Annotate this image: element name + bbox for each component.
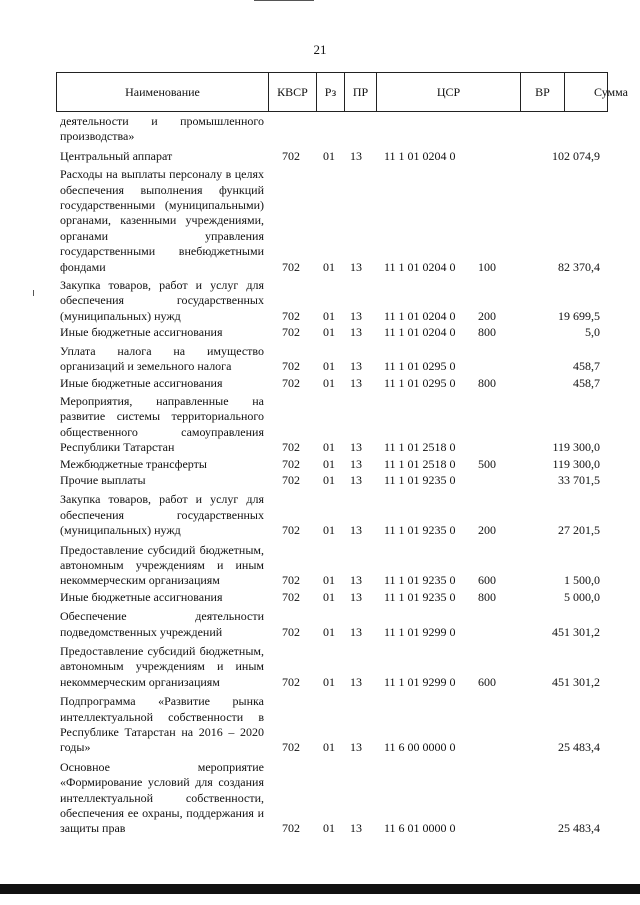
table-row xyxy=(60,167,600,275)
row-rz: 01 xyxy=(323,821,335,836)
row-name: Иные бюджетные ассигнования xyxy=(60,589,223,604)
row-csr: 11 1 01 2518 0 xyxy=(384,440,456,455)
row-sum: 25 483,4 xyxy=(558,740,600,755)
header-pr: ПР xyxy=(344,73,376,111)
row-name: Расходы на выплаты персоналу в целях обеспечения выполнения функций государственными (муниципальными) органами, казенными учреждениями, органами управления государственными внебюджетными фондами xyxy=(60,167,264,274)
row-pr: 13 xyxy=(350,589,362,604)
row-rz: 01 xyxy=(323,359,335,374)
table-row xyxy=(60,492,600,538)
row-csr: 11 1 01 9235 0 xyxy=(384,589,456,604)
header-name: Наименование xyxy=(125,84,200,99)
row-name: Основное мероприятие «Формирование условий для создания интеллектуальной собственности, обеспечения ее охраны, поддержания и защиты прав xyxy=(60,759,264,836)
header-rz: Рз xyxy=(316,73,344,111)
row-kvsr: 702 xyxy=(282,624,300,639)
row-csr: 11 1 01 0204 0 xyxy=(384,259,456,274)
row-pr: 13 xyxy=(350,308,362,323)
row-pr: 13 xyxy=(350,674,362,689)
row-csr: 11 1 01 9235 0 xyxy=(384,472,456,487)
row-kvsr: 702 xyxy=(282,148,300,163)
row-vr: 600 xyxy=(478,573,496,588)
row-csr: 11 1 01 2518 0 xyxy=(384,456,456,471)
row-kvsr: 702 xyxy=(282,821,300,836)
row-name: деятельности и промышленного производства» xyxy=(60,114,264,144)
table-row xyxy=(60,278,600,324)
row-csr: 11 1 01 9299 0 xyxy=(384,624,456,639)
row-rz: 01 xyxy=(323,740,335,755)
row-csr: 11 1 01 0295 0 xyxy=(384,359,456,374)
row-vr: 600 xyxy=(478,674,496,689)
row-csr: 11 1 01 0295 0 xyxy=(384,375,456,390)
row-rz: 01 xyxy=(323,440,335,455)
table-header xyxy=(56,72,628,112)
table-row xyxy=(60,644,600,690)
row-csr: 11 1 01 9299 0 xyxy=(384,674,456,689)
table-row xyxy=(60,457,600,472)
row-rz: 01 xyxy=(323,325,335,340)
row-rz: 01 xyxy=(323,472,335,487)
table-row xyxy=(60,694,600,756)
row-kvsr: 702 xyxy=(282,740,300,755)
scan-mark-left xyxy=(33,290,34,296)
table-row xyxy=(60,760,600,837)
row-vr: 200 xyxy=(478,308,496,323)
row-name: Предоставление субсидий бюджетным, автономным учреждениям и иным некоммерческим организациям xyxy=(60,542,264,588)
row-vr: 100 xyxy=(478,259,496,274)
row-pr: 13 xyxy=(350,821,362,836)
row-pr: 13 xyxy=(350,523,362,538)
row-pr: 13 xyxy=(350,740,362,755)
table-row xyxy=(60,376,600,391)
row-sum: 119 300,0 xyxy=(552,456,600,471)
row-sum: 19 699,5 xyxy=(558,308,600,323)
row-name: Обеспечение деятельности подведомственных учреждений xyxy=(60,609,264,639)
row-kvsr: 702 xyxy=(282,325,300,340)
header-sum: Сумма xyxy=(564,73,640,111)
row-name: Предоставление субсидий бюджетным, автономным учреждениям и иным некоммерческим организациям xyxy=(60,644,264,689)
row-csr: 11 1 01 0204 0 xyxy=(384,325,456,340)
row-sum: 5,0 xyxy=(585,325,600,340)
row-kvsr: 702 xyxy=(282,359,300,374)
row-kvsr: 702 xyxy=(282,589,300,604)
row-sum: 102 074,9 xyxy=(552,148,600,163)
table-body xyxy=(60,114,600,837)
row-csr: 11 6 00 0000 0 xyxy=(384,740,456,755)
row-rz: 01 xyxy=(323,624,335,639)
row-csr: 11 1 01 9235 0 xyxy=(384,573,456,588)
row-vr: 500 xyxy=(478,456,496,471)
row-kvsr: 702 xyxy=(282,523,300,538)
row-sum: 5 000,0 xyxy=(564,589,600,604)
row-rz: 01 xyxy=(323,674,335,689)
row-name: Закупка товаров, работ и услуг для обеспечения государственных (муниципальных) нужд xyxy=(60,492,264,538)
row-sum: 451 301,2 xyxy=(552,674,600,689)
row-vr: 200 xyxy=(478,523,496,538)
row-name: Подпрограмма «Развитие рынка интеллектуальной собственности в Республике Татарстан на 2016 – 2020 годы» xyxy=(60,694,264,755)
row-sum: 33 701,5 xyxy=(558,472,600,487)
row-pr: 13 xyxy=(350,624,362,639)
row-sum: 458,7 xyxy=(573,375,600,390)
row-pr: 13 xyxy=(350,456,362,471)
row-rz: 01 xyxy=(323,259,335,274)
row-kvsr: 702 xyxy=(282,259,300,274)
scan-mark-top xyxy=(254,0,314,1)
row-sum: 458,7 xyxy=(573,359,600,374)
row-vr: 800 xyxy=(478,325,496,340)
row-pr: 13 xyxy=(350,259,362,274)
row-csr: 11 1 01 9235 0 xyxy=(384,523,456,538)
row-kvsr: 702 xyxy=(282,456,300,471)
scan-bottom-border xyxy=(0,884,640,894)
header-kvsr: КВСР xyxy=(268,73,316,111)
row-name: Центральный аппарат xyxy=(60,148,173,163)
row-pr: 13 xyxy=(350,573,362,588)
table-row xyxy=(60,149,600,164)
table-row xyxy=(60,344,600,375)
page-number: 21 xyxy=(313,42,327,57)
row-pr: 13 xyxy=(350,472,362,487)
row-sum: 27 201,5 xyxy=(558,523,600,538)
header-csr: ЦСР xyxy=(376,73,520,111)
row-vr: 800 xyxy=(478,589,496,604)
row-kvsr: 702 xyxy=(282,472,300,487)
table-row xyxy=(60,609,600,640)
row-sum: 25 483,4 xyxy=(558,821,600,836)
row-rz: 01 xyxy=(323,375,335,390)
row-csr: 11 6 01 0000 0 xyxy=(384,821,456,836)
row-name: Закупка товаров, работ и услуг для обеспечения государственных (муниципальных) нужд xyxy=(60,278,264,323)
row-kvsr: 702 xyxy=(282,573,300,588)
row-name: Уплата налога на имущество организаций и земельного налога xyxy=(60,343,264,374)
table-row xyxy=(60,590,600,605)
row-sum: 451 301,2 xyxy=(552,624,600,639)
row-name: Межбюджетные трансферты xyxy=(60,456,207,471)
row-kvsr: 702 xyxy=(282,308,300,323)
row-pr: 13 xyxy=(350,375,362,390)
row-pr: 13 xyxy=(350,325,362,340)
row-rz: 01 xyxy=(323,148,335,163)
header-vr: ВР xyxy=(520,73,564,111)
row-rz: 01 xyxy=(323,573,335,588)
table-row xyxy=(60,114,600,145)
row-pr: 13 xyxy=(350,440,362,455)
row-name: Мероприятия, направленные на развитие системы территориального общественного самоуправления Республики Татарстан xyxy=(60,393,264,455)
row-rz: 01 xyxy=(323,589,335,604)
table-row xyxy=(60,543,600,589)
row-sum: 82 370,4 xyxy=(558,259,600,274)
row-pr: 13 xyxy=(350,148,362,163)
table-row xyxy=(60,394,600,456)
table-row xyxy=(60,473,600,488)
row-pr: 13 xyxy=(350,359,362,374)
row-kvsr: 702 xyxy=(282,440,300,455)
row-kvsr: 702 xyxy=(282,375,300,390)
row-name: Иные бюджетные ассигнования xyxy=(60,375,223,390)
row-rz: 01 xyxy=(323,308,335,323)
row-sum: 1 500,0 xyxy=(564,573,600,588)
row-rz: 01 xyxy=(323,523,335,538)
table-row xyxy=(60,325,600,340)
row-kvsr: 702 xyxy=(282,674,300,689)
row-name: Прочие выплаты xyxy=(60,472,146,487)
row-csr: 11 1 01 0204 0 xyxy=(384,148,456,163)
row-rz: 01 xyxy=(323,456,335,471)
row-csr: 11 1 01 0204 0 xyxy=(384,308,456,323)
row-sum: 119 300,0 xyxy=(552,440,600,455)
row-name: Иные бюджетные ассигнования xyxy=(60,325,223,340)
row-vr: 800 xyxy=(478,375,496,390)
